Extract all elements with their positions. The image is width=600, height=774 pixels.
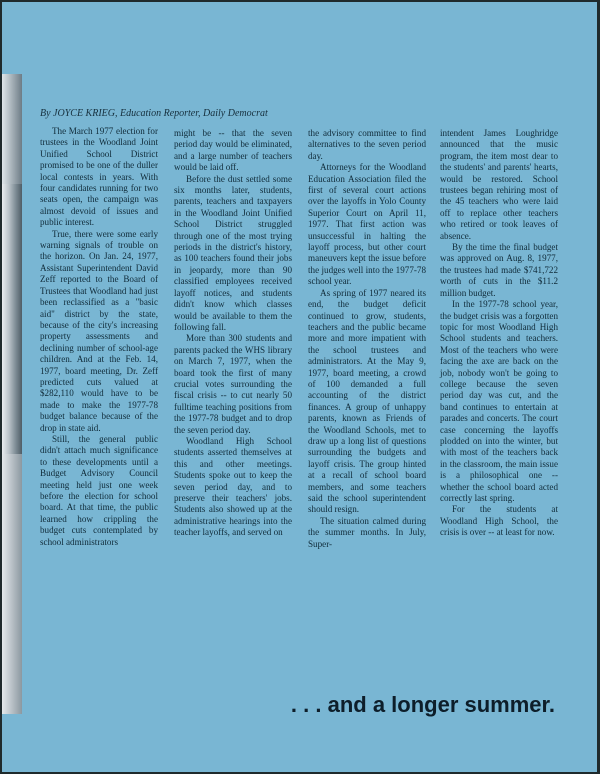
paragraph: Attorneys for the Woodland Education Association filed the first of several court actions over the layoffs in Yolo County Superior Court on April 11, 1977. That first action was unsuccessful in halting the layoff process, but other court maneuvers kept the issue before the judges well into the 1977-78 school year.	[308, 162, 426, 287]
page	[2, 2, 597, 772]
paragraph: the advisory committee to find alternatives to the seven period day.	[308, 128, 426, 161]
article-column-4	[440, 128, 558, 716]
paragraph: More than 300 students and parents packed the WHS library on March 7, 1977, when the board took the first of many crucial votes surrounding the fiscal crisis -- to cut nearly 50 fulltime teaching positions from the 1977-78 budget and to drop the seven period day.	[174, 333, 292, 435]
paragraph: might be -- that the seven period day would be eliminated, and a large number of teachers would be laid off.	[174, 128, 292, 173]
paragraph: Still, the general public didn't attach much significance to these developments until a Budget Advisory Council meeting held just one week before the election for school board. At that time, the public learned how crippling the budget cuts contemplated by school administrators	[40, 433, 158, 547]
byline: By JOYCE KRIEG, Education Reporter, Daily Democrat	[40, 108, 268, 119]
headline: . . . and a longer summer.	[290, 692, 555, 717]
paragraph: The situation calmed during the summer months. In July, Super-	[308, 515, 426, 549]
paragraph: intendent James Loughridge announced that the music program, the item most dear to the students' and parents' hearts, would be restored. School trustees began rehiring most of the 45 teachers who were laid off to replace other teachers who retired or took leaves of absence.	[440, 128, 558, 241]
article-column-3	[308, 128, 426, 716]
paragraph: For the students at Woodland High School, the crisis is over -- at least for now.	[440, 504, 558, 538]
paragraph: In the 1977-78 school year, the budget crisis was a forgotten topic for most Woodland High School students and teachers. Most of the teachers who were facing the axe are back on the job, nobody won't be going to college because the seven period day was cut, and the band continues to entertain at parades and concerts. The court case concerning the layoffs plodded on into the winter, but with most of the teachers back in the classroom, the main issue is a philosophical one -- whether the school board acted correctly last spring.	[440, 299, 558, 503]
article-column-1	[40, 126, 158, 716]
article-column-2	[174, 128, 292, 716]
photo-edge-image	[2, 74, 22, 714]
paragraph: True, there were some early warning signals of trouble on the horizon. On Jan. 24, 1977, Assistant Superintendent David Zeff reported to the Board of Trustees that Woodland had just been reclassified as a "basic aid" district by the state, because of the city's increasing property assessments and declining number of school-age children. And at the Feb. 14, 1977, board meeting, Dr. Zeff predicted cuts valued at $282,110 would have to be made to make the 1977-78 budget balance because of the drop in state aid.	[40, 228, 158, 433]
paragraph: Before the dust settled some six months later, students, parents, teachers and taxpayers in the Woodland Joint Unified School District struggled through one of the most trying periods in the district's history, as 100 teachers found their jobs in jeopardy, more than 90 classified employees received layoff notices, and students didn't know which classes would be available to them the following fall.	[174, 173, 292, 332]
paragraph: As spring of 1977 neared its end, the budget deficit continued to grow, students, teachers and the public became more and more impatient with the school trustees and administrators. At the May 9, 1977, board meeting, a crowd of 100 demanded a full accounting of the district finances. A group of unhappy parents, known as Friends of the Woodland Schools, met to draw up a long list of questions surrounding the budgets and layoff crisis. The group hinted at a recall of school board members, and some teachers said the school superintendent should resign.	[308, 287, 426, 515]
paragraph: Woodland High School students asserted themselves at this and other meetings. Students spoke out to keep the seven period day, and to preserve their teachers' jobs. Students also showed up at the administrative hearings into the teacher layoffs, and served on	[174, 435, 292, 538]
paragraph: The March 1977 election for trustees in the Woodland Joint Unified School District promised to be one of the duller local contests in years. With four candidates running for two seats open, the campaign was almost devoid of issues and public interest.	[40, 126, 158, 228]
paragraph: By the time the final budget was approved on Aug. 8, 1977, the trustees had made $741,722 worth of cuts in the $11.2 million budget.	[440, 242, 558, 298]
